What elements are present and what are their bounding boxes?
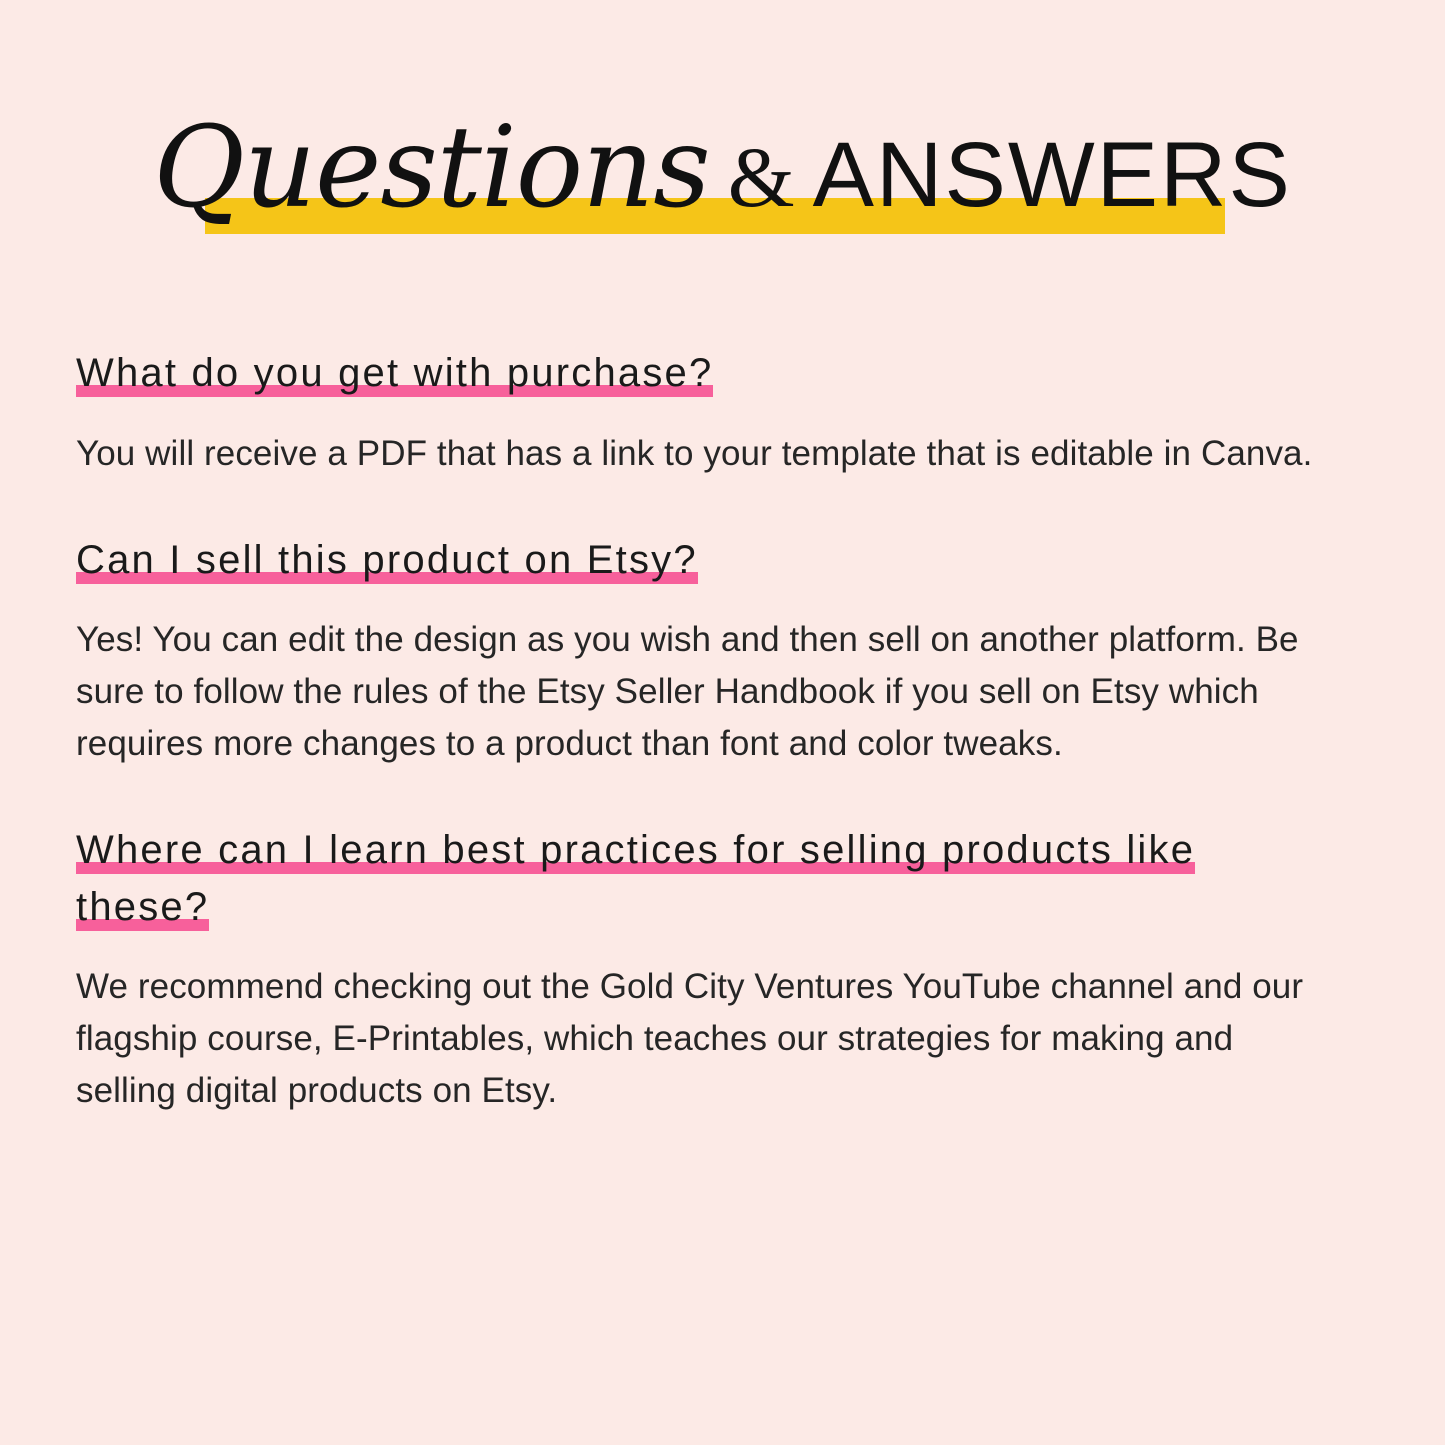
page-title-script: Questions: [153, 103, 710, 233]
faq-item: [76, 822, 1332, 1117]
faq-answer: Yes! You can edit the design as you wish and then sell on another platform. Be sure to follow the rules of the Etsy Seller Handbook if you sell on Etsy which requires more changes to a product than font and color tweaks.: [76, 620, 1299, 763]
page-title-block: [0, 0, 1445, 282]
faq-question: [76, 345, 1332, 402]
faq-question: [76, 822, 1332, 936]
faq-question-text: Can I sell this product on Etsy?: [76, 537, 698, 582]
faq-item: [76, 345, 1332, 480]
faq-answer: We recommend checking out the Gold City Ventures YouTube channel and our flagship course, E-Printables, which teaches our strategies for making and selling digital products on Etsy.: [76, 967, 1304, 1110]
faq-list: [76, 345, 1332, 1117]
faq-question: [76, 532, 1332, 589]
page-title-caps: ANSWERS: [812, 124, 1292, 226]
page-title-ampersand: &: [727, 129, 795, 225]
faq-question-text: What do you get with purchase?: [76, 351, 714, 395]
page-title: [153, 103, 1292, 233]
faq-question-text: Where can I learn best practices for selling products like these?: [76, 827, 1196, 929]
faq-item: [76, 532, 1332, 770]
faq-answer: You will receive a PDF that has a link to your template that is editable in Canva.: [76, 433, 1313, 473]
